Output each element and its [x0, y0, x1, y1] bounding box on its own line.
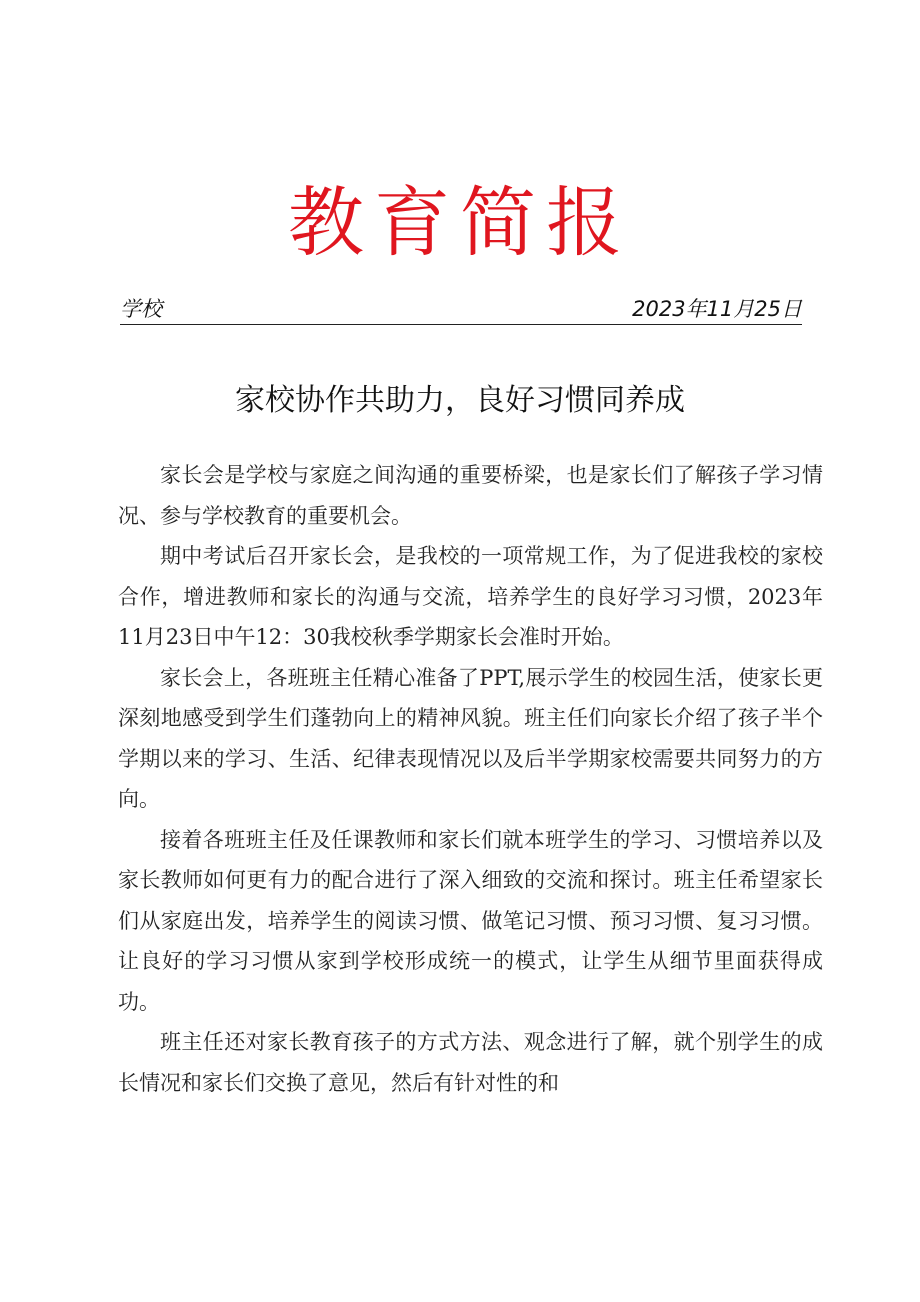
masthead-title: 教育简报 [288, 178, 632, 267]
article-headline: 家校协作共助力，良好习惯同养成 [235, 383, 685, 418]
article-body [118, 455, 823, 1103]
paragraph: 家长会是学校与家庭之间沟通的重要桥梁，也是家长们了解孩子学习情况、参与学校教育的重要机会。 [118, 463, 823, 528]
paragraph: 期中考试后召开家长会，是我校的一项常规工作，为了促进我校的家校合作，增进教师和家长的沟通与交流，培养学生的良好学习习惯，2023年11月23日中午12：30我校秋季学期家长会准时开始。 [118, 544, 823, 649]
paragraph: 接着各班班主任及任课教师和家长们就本班学生的学习、习惯培养以及家长教师如何更有力的配合进行了深入细致的交流和探讨。班主任希望家长们从家庭出发，培养学生的阅读习惯、做笔记习惯、预习习惯、复习习惯。让良好的学习习惯从家到学校形成统一的模式，让学生从细节里面获得成功。 [118, 827, 823, 1014]
school-label: 学校 [120, 297, 162, 321]
issue-date: 2023年11月25日 [632, 297, 802, 321]
paragraph: 班主任还对家长教育孩子的方式方法、观念进行了解，就个别学生的成长情况和家长们交换了意见，然后有针对性的和 [118, 1030, 823, 1095]
paragraph: 家长会上，各班班主任精心准备了PPT,展示学生的校园生活，使家长更深刻地感受到学生们蓬勃向上的精神风貌。班主任们向家长介绍了孩子半个学期以来的学习、生活、纪律表现情况以及后半学期家校需要共同努力的方向。 [118, 665, 823, 811]
info-line [120, 294, 802, 325]
